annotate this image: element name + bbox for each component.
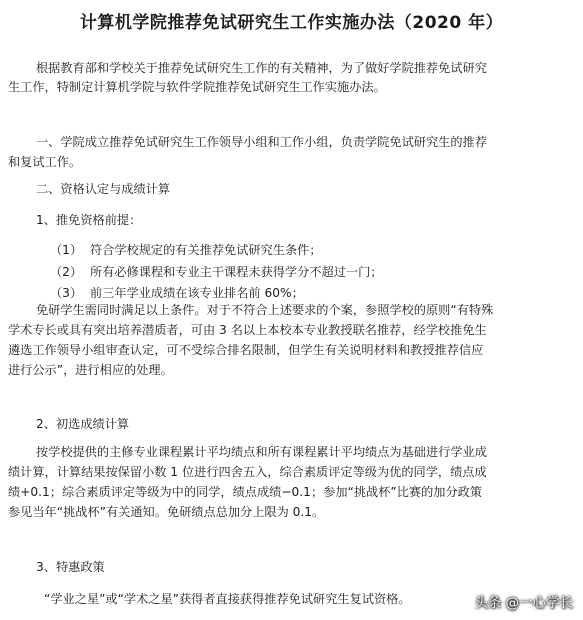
sub1-heading: 1、推免资格前提：	[36, 213, 142, 227]
sub2-heading: 2、初选成绩计算	[36, 417, 130, 431]
special-case-line-4: 进行公示”，进行相应的处理。	[8, 363, 173, 377]
source-watermark: 头条 @一心学长	[474, 595, 573, 611]
sub3-heading: 3、特惠政策	[36, 560, 105, 574]
condition-3-number: （3）	[50, 286, 83, 300]
condition-1-text: 符合学校规定的有关推荐免试研究生条件；	[90, 243, 322, 257]
special-case-line-3: 遴选工作领导小组审查认定，可不受综合排名限制，但学生有关说明材料和教授推荐信应	[8, 343, 484, 357]
grade-calc-line-4: 参见当年“挑战杯”有关通知。免研绩点总加分上限为 0.1。	[8, 505, 325, 519]
section2-heading: 二、资格认定与成绩计算	[36, 182, 171, 196]
intro-line-2: 生工作，特制定计算机学院与软件学院推荐免试研究生工作实施办法。	[8, 80, 386, 94]
condition-1-number: （1）	[50, 243, 83, 257]
grade-calc-line-1: 按学校提供的主修专业课程累计平均绩点和所有课程累计平均绩点为基础进行学业成	[36, 445, 487, 459]
condition-2-text: 所有必修课程和专业主干课程未获得学分不超过一门；	[90, 265, 383, 279]
grade-calc-line-2: 绩计算，计算结果按保留小数 1 位进行四舍五入，综合素质评定等级为优的同学，绩点成	[8, 465, 487, 479]
section1-line-1: 一、学院成立推荐免试研究生工作领导小组和工作小组，负责学院免试研究生的推荐	[36, 135, 487, 149]
condition-2-number: （2）	[50, 265, 83, 279]
document-title: 计算机学院推荐免试研究生工作实施办法（2020 年）	[79, 13, 504, 33]
special-case-line-1: 免研学生需同时满足以上条件。对于不符合上述要求的个案，参照学校的原则“有特殊	[36, 303, 494, 317]
intro-line-1: 根据教育部和学校关于推荐免试研究生工作的有关精神，为了做好学院推荐免试研究	[36, 61, 487, 75]
special-case-line-2: 学术专长或具有突出培养潜质者，可由 3 名以上本校本专业教授联名推荐，经学校推免生	[8, 323, 487, 337]
grade-calc-line-3: 绩+0.1；综合素质评定等级为中的同学，绩点成绩−0.1；参加“挑战杯”比赛的加分政策	[8, 485, 483, 499]
condition-3-text: 前三年学业成绩在该专业排名前 60%；	[90, 286, 304, 300]
policy-text: “学业之星”或“学术之星”获得者直接获得推荐免试研究生复试资格。	[44, 592, 411, 606]
section1-line-2: 和复试工作。	[8, 155, 82, 169]
